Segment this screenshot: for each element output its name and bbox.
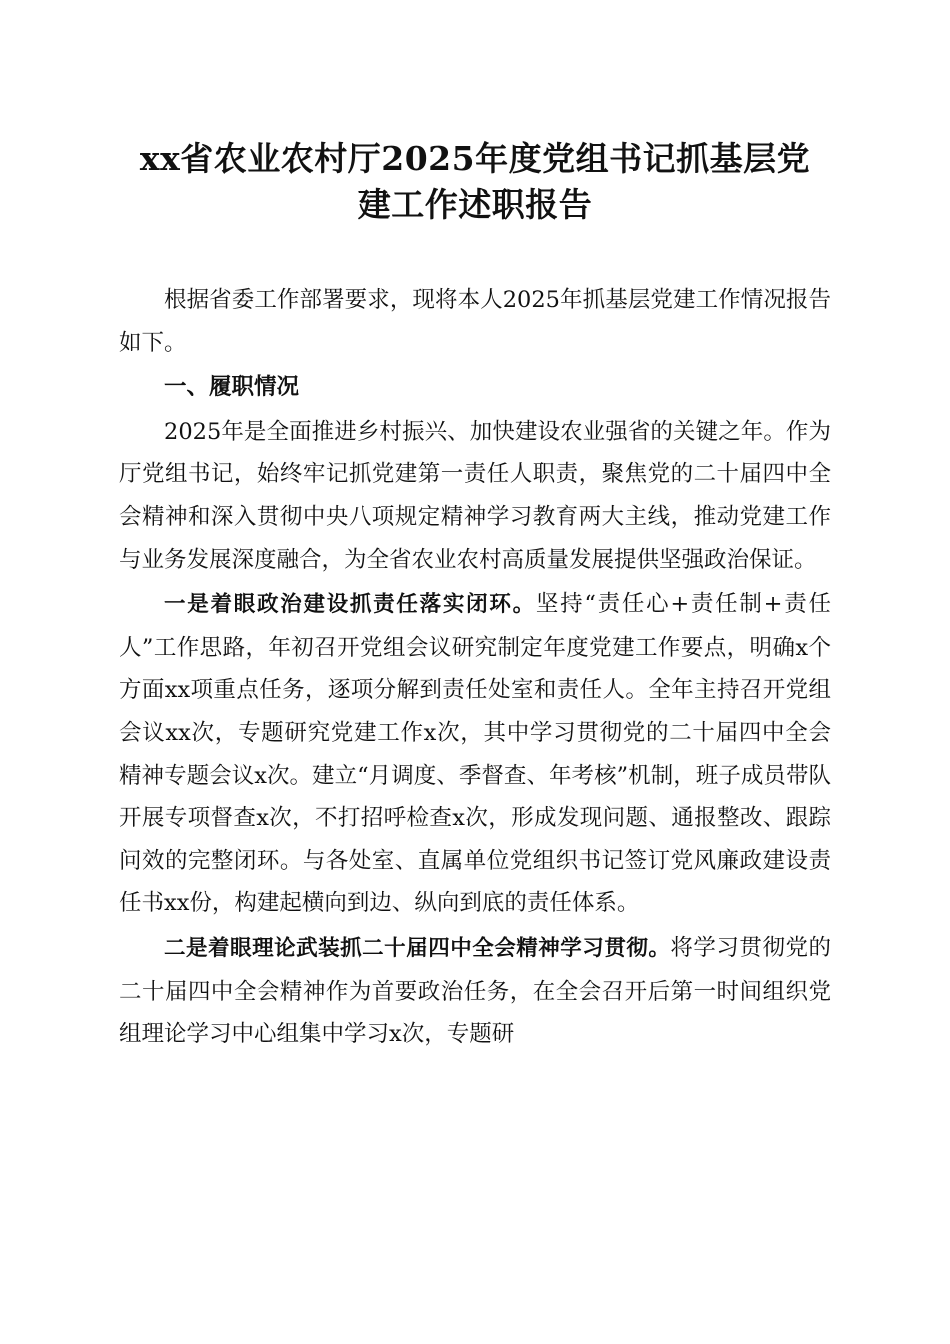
item-paragraph-2 — [119, 927, 831, 1056]
document-title — [100, 136, 850, 228]
section-paragraph: 2025年是全面推进乡村振兴、加快建设农业强省的关键之年。作为厅党组书记，始终牢记抓党建第一责任人职责，聚焦党的二十届四中全会精神和深入贯彻中央八项规定精神学习教育两大主线，推动党建工作与业务发展深度融合，为全省农业农村高质量发展提供坚强政治保证。 — [119, 418, 831, 573]
title-line-2: 建工作述职报告 — [357, 185, 593, 224]
document-body — [119, 279, 831, 1058]
intro-paragraph: 根据省委工作部署要求，现将本人2025年抓基层党建工作情况报告如下。 — [119, 287, 831, 356]
item-1-lead: 一是着眼政治建设抓责任落实闭环。 — [164, 592, 536, 618]
section-heading: 一、履职情况 — [164, 374, 300, 401]
item-2-lead: 二是着眼理论武装抓二十届四中全会精神学习贯彻。 — [164, 935, 671, 961]
item-paragraph-1 — [119, 583, 831, 925]
item-2-text: 将学习贯彻党的二十届四中全会精神作为首要政治任务，在全会召开后第一时间组织党组理论学习中心组集中学习x次，专题研 — [119, 934, 831, 1048]
item-1-text: 坚持“责任心+责任制+责任人”工作思路，年初召开党组会议研究制定年度党建工作要点，明确x个方面xx项重点任务，逐项分解到责任处室和责任人。全年主持召开党组会议xx次，专题研究党建工作x次，其中学习贯彻党的二十届四中全会精神专题会议x次。建立“月调度、季督查、年考核”机制，班子成员带队开展专项督查x次，不打招呼检查x次，形成发现问题、通报整改、跟踪问效的完整闭环。与各处室、直属单位党组织书记签订党风廉政建设责任书xx份，构建起横向到边、纵向到底的责任体系。 — [119, 591, 831, 917]
title-line-1: xx省农业农村厅2025年度党组书记抓基层党 — [139, 139, 811, 178]
